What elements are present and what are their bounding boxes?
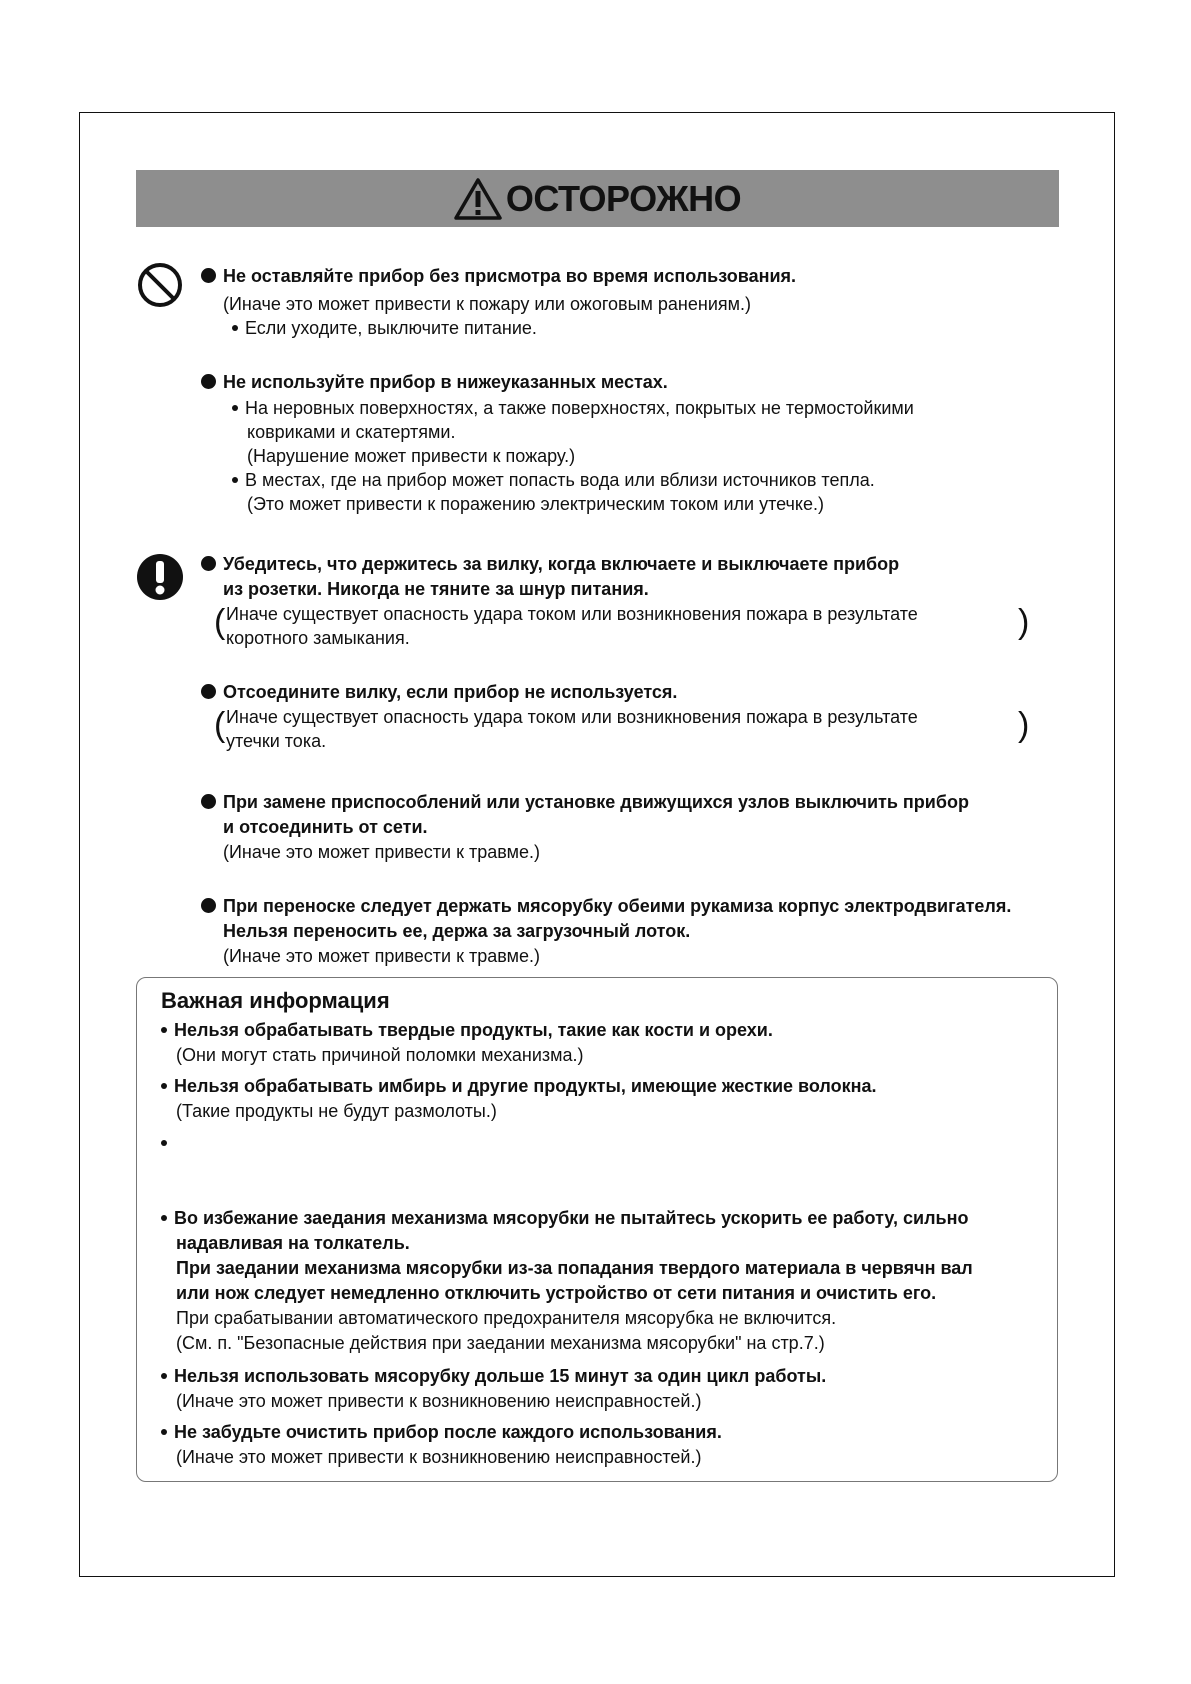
bullet-dot — [201, 684, 216, 699]
info-item5-note: (Иначе это может привести к возникновению неисправностей.) — [176, 1391, 702, 1411]
close-paren: ) — [1018, 603, 1030, 641]
s1-item1-bullet: Если уходите, выключите питание. — [232, 316, 537, 340]
prohibition-icon — [136, 261, 184, 309]
caution-banner — [136, 170, 1059, 227]
info-title: Важная информация — [161, 988, 390, 1013]
s2-item2-note-l2: утечки тока. — [226, 731, 327, 751]
s2-item2-note-l1: Иначе существует опасность удара током или возникновения пожара в результате — [226, 707, 918, 727]
s2-item1-note-l2: коротного замыкания. — [226, 628, 410, 648]
s2-item1-title-l2: из розетки. Никогда не тяните за шнур питания. — [223, 579, 649, 599]
info-item4-l2: надавливая на толкатель. — [176, 1233, 410, 1253]
info-item4-l4: или нож следует немедленно отключить устройство от сети питания и очистить его. — [176, 1283, 937, 1303]
s2-item4-title-l2: Нельзя переносить ее, держа за загрузочный лоток. — [223, 921, 691, 941]
s2-item4-title-l1: При переноске следует держать мясорубку обеими рукамиза корпус электродвигателя. — [201, 894, 1011, 918]
exclamation-icon — [136, 553, 184, 601]
banner-title: ОСТОРОЖНО — [505, 177, 742, 219]
s1-item2-title: Не используйте прибор в нижеуказанных местах. — [201, 370, 668, 394]
info-item1-note: (Они могут стать причиной поломки механизма.) — [176, 1045, 584, 1065]
s1-item2-b2-l1: В местах, где на прибор может попасть вода или вблизи источников тепла. — [232, 468, 875, 492]
info-item4-l6: (См. п. "Безопасные действия при заедании механизма мясорубки" на стр.7.) — [176, 1333, 825, 1353]
bullet-dot — [201, 898, 216, 913]
s2-item1-title-l1: Убедитесь, что держитесь за вилку, когда включаете и выключаете прибор — [201, 552, 899, 576]
s2-item4-note: (Иначе это может привести к травме.) — [223, 946, 540, 966]
s1-item1-title: Не оставляйте прибор без присмотра во время использования. — [201, 264, 796, 288]
info-item1-title: Нельзя обрабатывать твердые продукты, такие как кости и орехи. — [161, 1018, 773, 1042]
open-paren: ( — [214, 706, 226, 744]
s1-item2-b1-l1: На неровных поверхностях, а также поверхностях, покрытых не термостойкими — [232, 396, 914, 420]
s2-item3-title-l1: При замене приспособлений или установке движущихся узлов выключить прибор — [201, 790, 969, 814]
info-item5-title: Нельзя использовать мясорубку дольше 15 минут за один цикл работы. — [161, 1364, 826, 1388]
close-paren: ) — [1018, 706, 1030, 744]
s2-item1-note-l1: Иначе существует опасность удара током или возникновения пожара в результате — [226, 604, 918, 624]
info-item4-l1: Во избежание заедания механизма мясорубки не пытайтесь ускорить ее работу, сильно — [161, 1206, 968, 1230]
s1-item2-b1-l3: (Нарушение может привести к пожару.) — [247, 446, 576, 466]
bullet-dot — [201, 794, 216, 809]
info-item2-title: Нельзя обрабатывать имбирь и другие продукты, имеющие жесткие волокна. — [161, 1074, 877, 1098]
info-item6-note: (Иначе это может привести к возникновению неисправностей.) — [176, 1447, 702, 1467]
bullet-dot — [201, 556, 216, 571]
s1-item2-b1-l2: ковриками и скатертями. — [247, 422, 456, 442]
s1-item1-note: (Иначе это может привести к пожару или ожоговым ранениям.) — [223, 294, 751, 314]
warning-triangle-icon — [454, 177, 502, 221]
s2-item3-title-l2: и отсоединить от сети. — [223, 817, 428, 837]
info-item6-title: Не забудьте очистить прибор после каждого использования. — [161, 1420, 722, 1444]
open-paren: ( — [214, 603, 226, 641]
s1-item2-b2-l2: (Это может привести к поражению электрическим током или утечке.) — [247, 494, 824, 514]
bullet-dot — [201, 374, 216, 389]
s2-item3-note: (Иначе это может привести к травме.) — [223, 842, 540, 862]
bullet-dot — [201, 268, 216, 283]
info-item4-l3: При заедании механизма мясорубки из-за попадания твердого материала в червячн вал — [176, 1258, 973, 1278]
s2-item2-title: Отсоедините вилку, если прибор не используется. — [201, 680, 677, 704]
info-item2-note: (Такие продукты не будут размолоты.) — [176, 1101, 497, 1121]
info-item3-empty — [161, 1131, 174, 1155]
info-item4-l5: При срабатывании автоматического предохранителя мясорубка не включится. — [176, 1308, 837, 1328]
